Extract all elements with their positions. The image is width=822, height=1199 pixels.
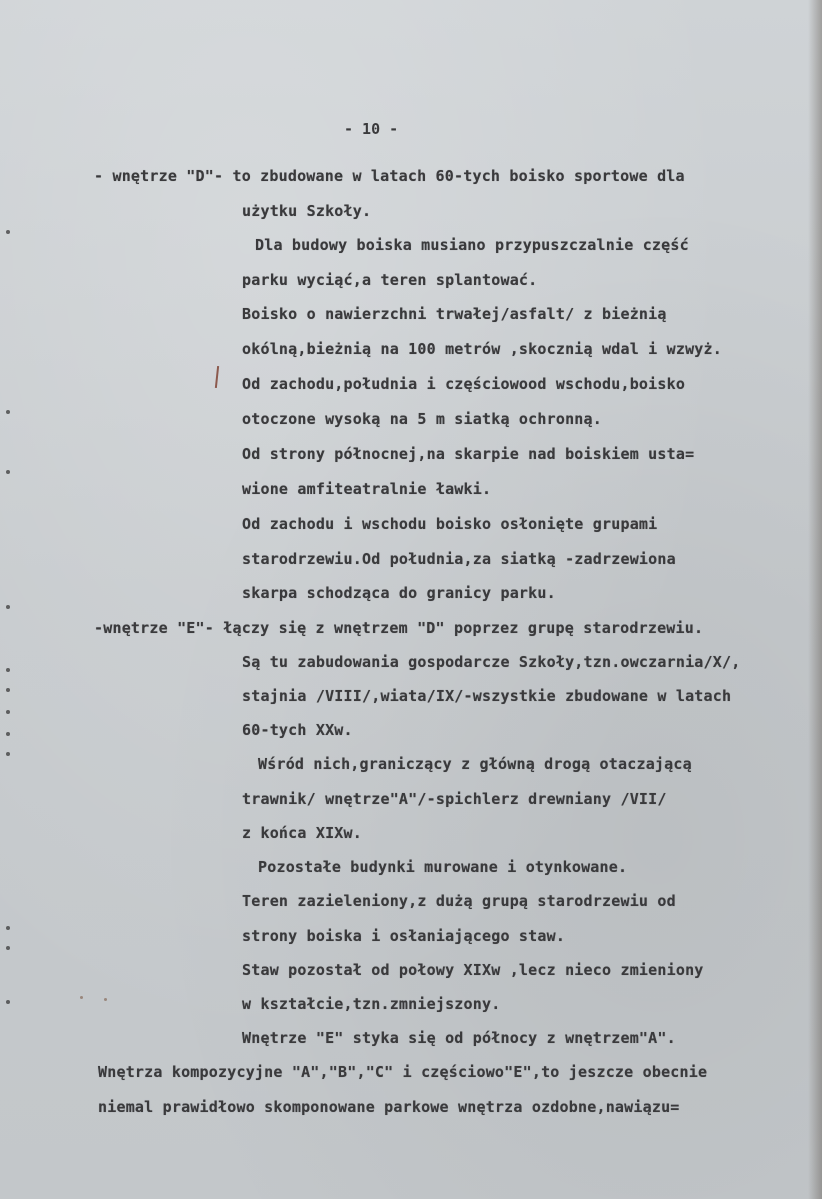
page-number: - 10 -	[344, 120, 399, 138]
text-line: Wnętrze "E" styka się od północy z wnętrzem"A".	[242, 1029, 676, 1047]
binding-holes	[6, 0, 14, 1199]
text-line: Wnętrza kompozycyjne "A","B","C" i częściowo"E",to jeszcze obecnie	[98, 1063, 708, 1081]
text-line: z końca XIXw.	[242, 824, 362, 842]
paper-speck	[104, 998, 107, 1001]
text-line: Dla budowy boiska musiano przypuszczalnie część	[255, 236, 689, 254]
page-edge-shadow	[808, 0, 822, 1199]
text-line: -wnętrze "E"- łączy się z wnętrzem "D" poprzez grupę starodrzewiu.	[94, 619, 704, 637]
text-line: niemal prawidłowo skomponowane parkowe wnętrza ozdobne,nawiązu=	[98, 1098, 680, 1116]
text-line: 60-tych XXw.	[242, 721, 353, 739]
text-line: Boisko o nawierzchni trwałej/asfalt/ z bieżnią	[242, 305, 667, 323]
text-line: strony boiska i osłaniającego staw.	[242, 927, 566, 945]
text-line: Są tu zabudowania gospodarcze Szkoły,tzn.owczarnia/X/,	[242, 653, 741, 671]
text-line: stajnia /VIII/,wiata/IX/-wszystkie zbudowane w latach	[242, 687, 732, 705]
binding-hole	[6, 410, 10, 414]
text-line: starodrzewiu.Od południa,za siatką -zadrzewiona	[242, 550, 676, 568]
text-line: parku wyciąć,a teren splantować.	[242, 271, 538, 289]
paper-speck	[80, 996, 83, 999]
binding-hole	[6, 605, 10, 609]
text-line: Pozostałe budynki murowane i otynkowane.	[258, 858, 628, 876]
text-line: Od zachodu,południa i częściowood wschodu,boisko	[242, 375, 686, 393]
binding-hole	[6, 710, 10, 714]
pen-mark	[215, 366, 219, 388]
binding-hole	[6, 752, 10, 756]
text-line: - wnętrze "D"- to zbudowane w latach 60-tych boisko sportowe dla	[94, 167, 685, 185]
binding-hole	[6, 1000, 10, 1004]
text-line: użytku Szkoły.	[242, 202, 372, 220]
text-line: Wśród nich,graniczący z główną drogą otaczającą	[258, 755, 692, 773]
text-line: trawnik/ wnętrze"A"/-spichlerz drewniany /VII/	[242, 790, 667, 808]
text-line: Od strony północnej,na skarpie nad boiskiem usta=	[242, 445, 695, 463]
text-line: Od zachodu i wschodu boisko osłonięte grupami	[242, 515, 658, 533]
text-line: Staw pozostał od połowy XIXw ,lecz nieco zmieniony	[242, 961, 704, 979]
binding-hole	[6, 688, 10, 692]
binding-hole	[6, 470, 10, 474]
text-line: Teren zazieleniony,z dużą grupą starodrzewiu od	[242, 892, 676, 910]
binding-hole	[6, 668, 10, 672]
text-line: okólną,bieżnią na 100 metrów ,skocznią wdal i wzwyż.	[242, 340, 722, 358]
binding-hole	[6, 230, 10, 234]
binding-hole	[6, 732, 10, 736]
binding-hole	[6, 946, 10, 950]
text-line: otoczone wysoką na 5 m siatką ochronną.	[242, 410, 602, 428]
text-line: w kształcie,tzn.zmniejszony.	[242, 995, 501, 1013]
text-line: wione amfiteatralnie ławki.	[242, 480, 492, 498]
text-line: skarpa schodząca do granicy parku.	[242, 584, 556, 602]
binding-hole	[6, 926, 10, 930]
